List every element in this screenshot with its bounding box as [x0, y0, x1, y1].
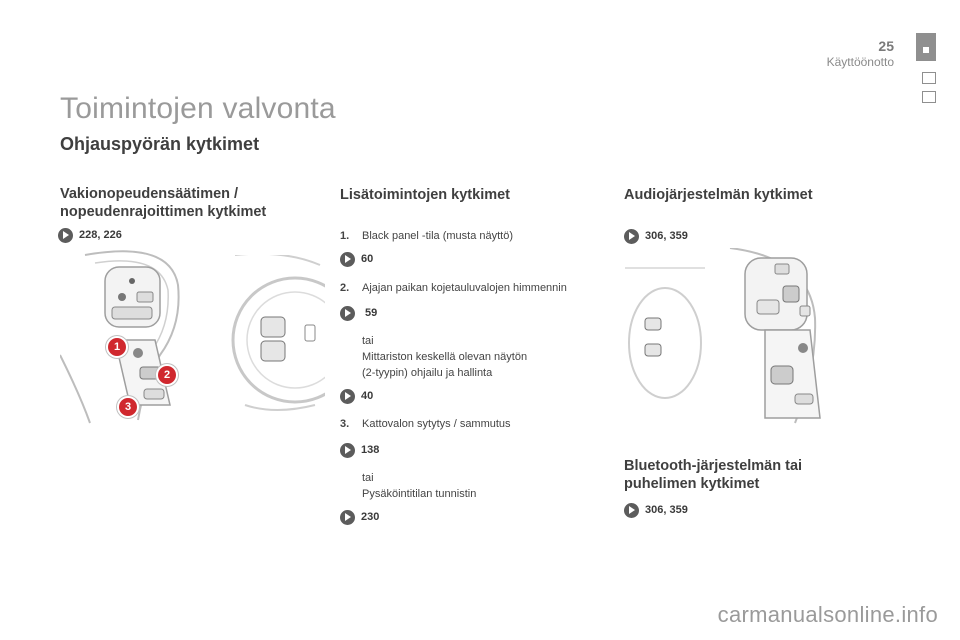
heading-line: Bluetooth-järjestelmän tai [624, 458, 803, 474]
alternative-note [362, 333, 527, 381]
heading-line: puhelimen kytkimet [624, 476, 760, 492]
note-line: Pysäköintitilan tunnistin [362, 488, 477, 500]
page-reference[interactable] [340, 507, 379, 527]
list-item [340, 416, 511, 432]
arrow-right-icon [340, 389, 355, 404]
steering-wheel-overview-illustration [225, 255, 325, 415]
or-label: tai [362, 335, 374, 347]
list-item [340, 280, 567, 296]
bluetooth-controls-heading [624, 457, 802, 493]
alternative-note [362, 470, 476, 502]
page-reference[interactable] [340, 386, 373, 406]
cruise-control-heading [60, 185, 266, 221]
steering-wheel-audio-illustration [625, 248, 835, 428]
chapter-tab [922, 91, 936, 103]
heading-line: Vakionopeudensäätimen / [60, 186, 239, 202]
item-text: Black panel -tila (musta näyttö) [362, 230, 514, 242]
marker-2: 2 [158, 366, 176, 384]
section-label: Käyttöönotto [826, 55, 894, 69]
note-line: (2-tyypin) ohjailu ja hallinta [362, 367, 493, 379]
or-label: tai [362, 472, 374, 484]
audio-controls-heading: Audiojärjestelmän kytkimet [624, 187, 813, 203]
watermark: carmanualsonline.info [717, 602, 938, 627]
item-number: 1. [340, 230, 350, 242]
reference-pages: 40 [361, 390, 374, 402]
arrow-right-icon [340, 306, 355, 321]
additional-functions-heading: Lisätoimintojen kytkimet [340, 187, 511, 203]
item-number: 2. [340, 282, 350, 294]
page-reference[interactable] [624, 226, 688, 246]
arrow-right-icon [340, 443, 355, 458]
page-reference[interactable] [340, 440, 379, 460]
reference-pages: 230 [361, 511, 380, 523]
page-reference[interactable] [340, 249, 373, 269]
arrow-right-icon [624, 503, 639, 518]
chapter-tab-active [916, 33, 936, 61]
page-number: 25 [878, 38, 894, 54]
arrow-right-icon [340, 510, 355, 525]
reference-pages: 306, 359 [645, 230, 688, 242]
page-reference[interactable] [58, 225, 122, 245]
heading-line: nopeudenrajoittimen kytkimet [60, 204, 267, 220]
reference-pages: 228, 226 [79, 229, 122, 241]
page-title: Toimintojen valvonta [60, 92, 336, 125]
reference-pages: 59 [365, 307, 378, 319]
reference-pages: 306, 359 [645, 504, 688, 516]
arrow-right-icon [340, 252, 355, 267]
arrow-right-icon [624, 229, 639, 244]
chapter-tab [922, 72, 936, 84]
item-text: Ajajan paikan kojetauluvalojen himmennin [362, 282, 567, 294]
marker-3: 3 [119, 398, 137, 416]
reference-pages: 138 [361, 444, 380, 456]
item-text: Kattovalon sytytys / sammutus [362, 418, 511, 430]
page-subtitle: Ohjauspyörän kytkimet [60, 134, 260, 154]
marker-1: 1 [108, 338, 126, 356]
note-line: Mittariston keskellä olevan näytön [362, 351, 528, 363]
list-item [340, 228, 513, 244]
page-reference[interactable] [624, 500, 688, 520]
reference-pages: 60 [361, 253, 374, 265]
arrow-right-icon [58, 228, 73, 243]
page-reference[interactable] [340, 303, 377, 323]
item-number: 3. [340, 418, 350, 430]
